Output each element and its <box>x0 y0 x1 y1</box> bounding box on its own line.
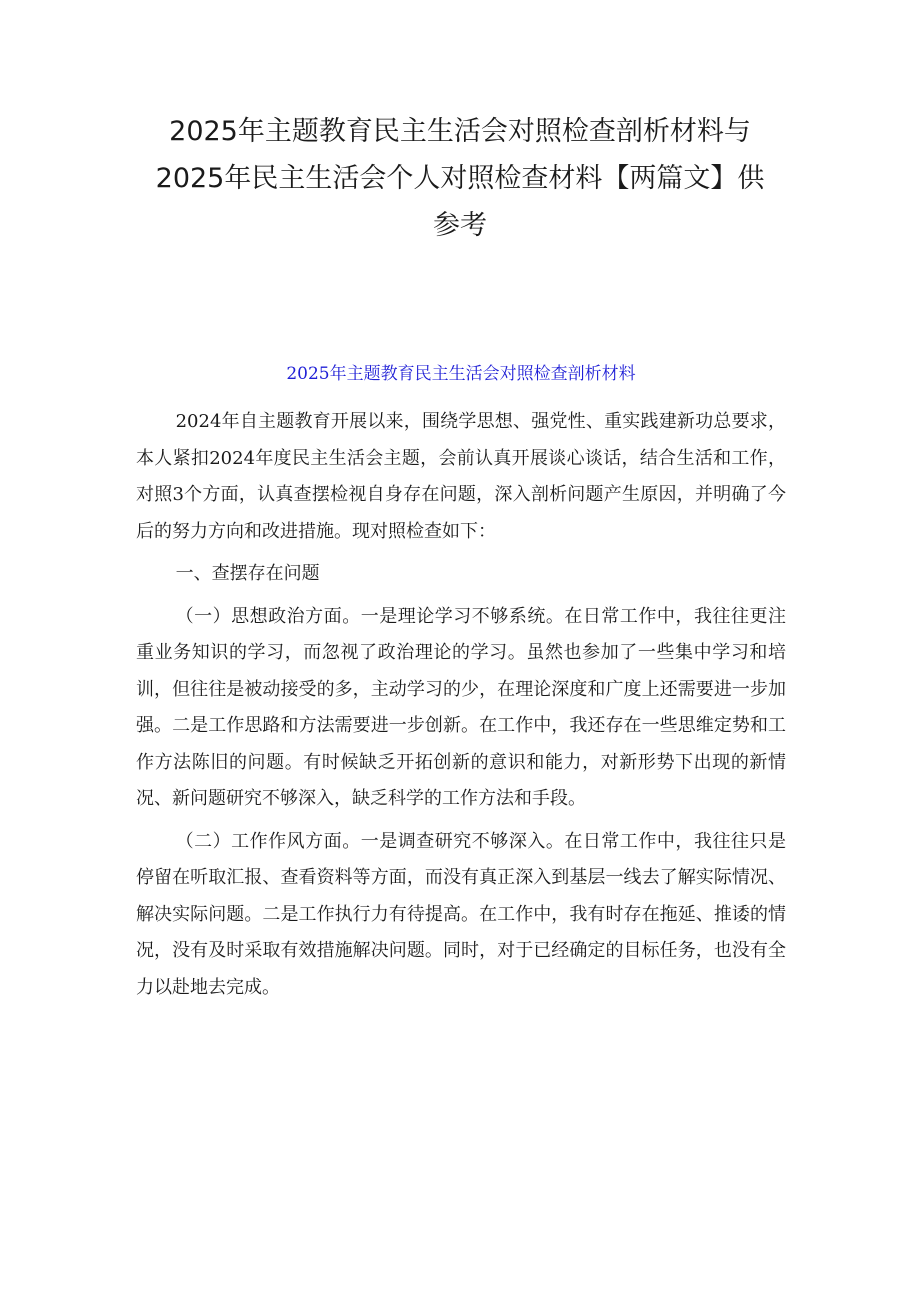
paragraph-ideological-political: （一）思想政治方面。一是理论学习不够系统。在日常工作中，我往往更注重业务知识的学习，而忽视了政治理论的学习。虽然也参加了一些集中学习和培训，但往往是被动接受的多，主动学习的少，在理论深度和广度上还需要进一步加强。二是工作思路和方法需要进一步创新。在工作中，我还存在一些思维定势和工作方法陈旧的问题。有时候缺乏开拓创新的意识和能力，对新形势下出现的新情况、新问题研究不够深入，缺乏科学的工作方法和手段。 <box>136 605 786 809</box>
heading-find-problems: 一、查摆存在问题 <box>175 563 320 584</box>
intro-paragraph: 2024年自主题教育开展以来，围绕学思想、强党性、重实践建新功总要求，本人紧扣2024年度民主生活会主题，会前认真开展谈心谈话，结合生活和工作，对照3个方面，认真查摆检视自身存在问题，深入剖析问题产生原因，并明确了今后的努力方向和改进措施。现对照检查如下： <box>136 411 786 542</box>
document-body <box>136 404 786 1012</box>
section-title: 2025年主题教育民主生活会对照检查剖析材料 <box>286 364 636 384</box>
document-title: 2025年主题教育民主生活会对照检查剖析材料与2025年民主生活会个人对照检查材料【两篇文】供参考 <box>155 116 765 241</box>
paragraph-work-style: （二）工作作风方面。一是调查研究不够深入。在日常工作中，我往往只是停留在听取汇报、查看资料等方面，而没有真正深入到基层一线去了解实际情况、解决实际问题。二是工作执行力有待提高。在工作中，我有时存在拖延、推诿的情况，没有及时采取有效措施解决问题。同时，对于已经确定的目标任务，也没有全力以赴地去完成。 <box>136 830 786 998</box>
